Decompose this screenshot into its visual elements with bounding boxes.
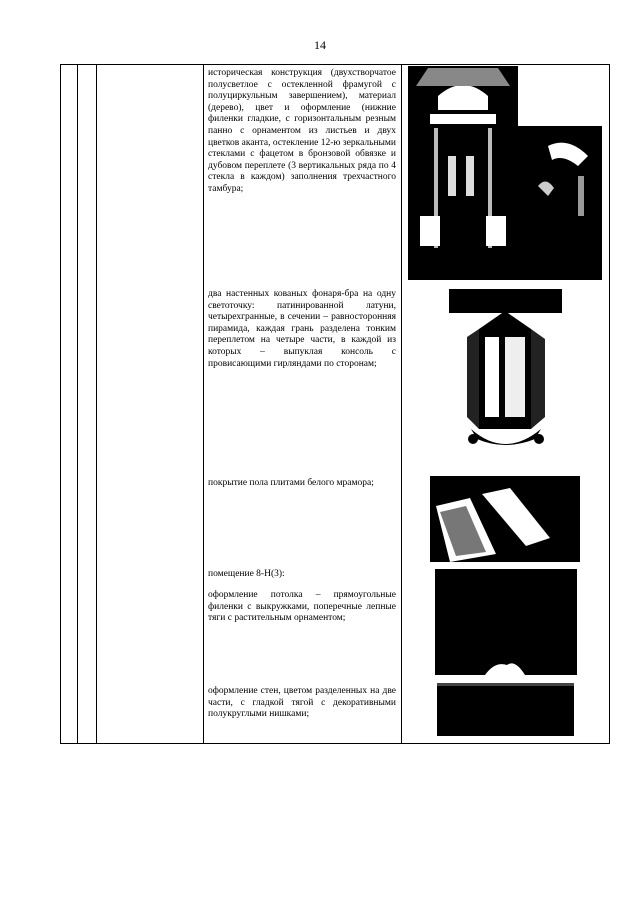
door-photo — [408, 66, 518, 280]
ceiling-photo — [435, 569, 577, 675]
description-lanterns: два настенных кованых фонаря-бра на одну светоточку: патинированной латуни, четырехгранные, в сечении – равносторонняя пирамида, каждая грань разделена тонким переплетом на четыре части, в каждой из которых – выпуклая консоль с провисающими гирляндами по сторонам; — [208, 289, 396, 369]
description-room-heading: помещение 8-Н(3): — [208, 569, 285, 579]
column-divider — [401, 64, 402, 744]
column-divider — [77, 64, 78, 744]
column-divider — [203, 64, 204, 744]
description-door: историческая конструкция (двухстворчатое полусветлое с остекленной фрамугой с полуциркульным завершением), материал (дерево), цвет и оформление (нижние филенки гладкие, с горизонтальным резным панно с орнаментом из листьев и двух цветков аканта, остекление 12-ю зеркальными стеклами с фацетом в бронзовой обвязке и дубовом переплете (3 вертикальных ряда по 4 стекла в каждом) заполнения трехчастного тамбура; — [208, 68, 397, 194]
description-ceiling: оформление потолка – прямоугольные филенки с выкружками, поперечные лепные тяги с растительным орнаментом; — [208, 590, 396, 624]
description-floor: покрытие пола плитами белого мрамора; — [208, 478, 374, 488]
floor-photo — [430, 476, 580, 562]
walls-photo — [437, 683, 574, 736]
page-number: 14 — [314, 38, 326, 52]
lantern-photo — [449, 289, 562, 467]
description-walls: оформление стен, цветом разделенных на две части, с гладкой тягой с декоративными полукруглыми нишками; — [208, 686, 396, 720]
column-divider — [96, 64, 97, 744]
door-detail-photo — [518, 126, 602, 280]
